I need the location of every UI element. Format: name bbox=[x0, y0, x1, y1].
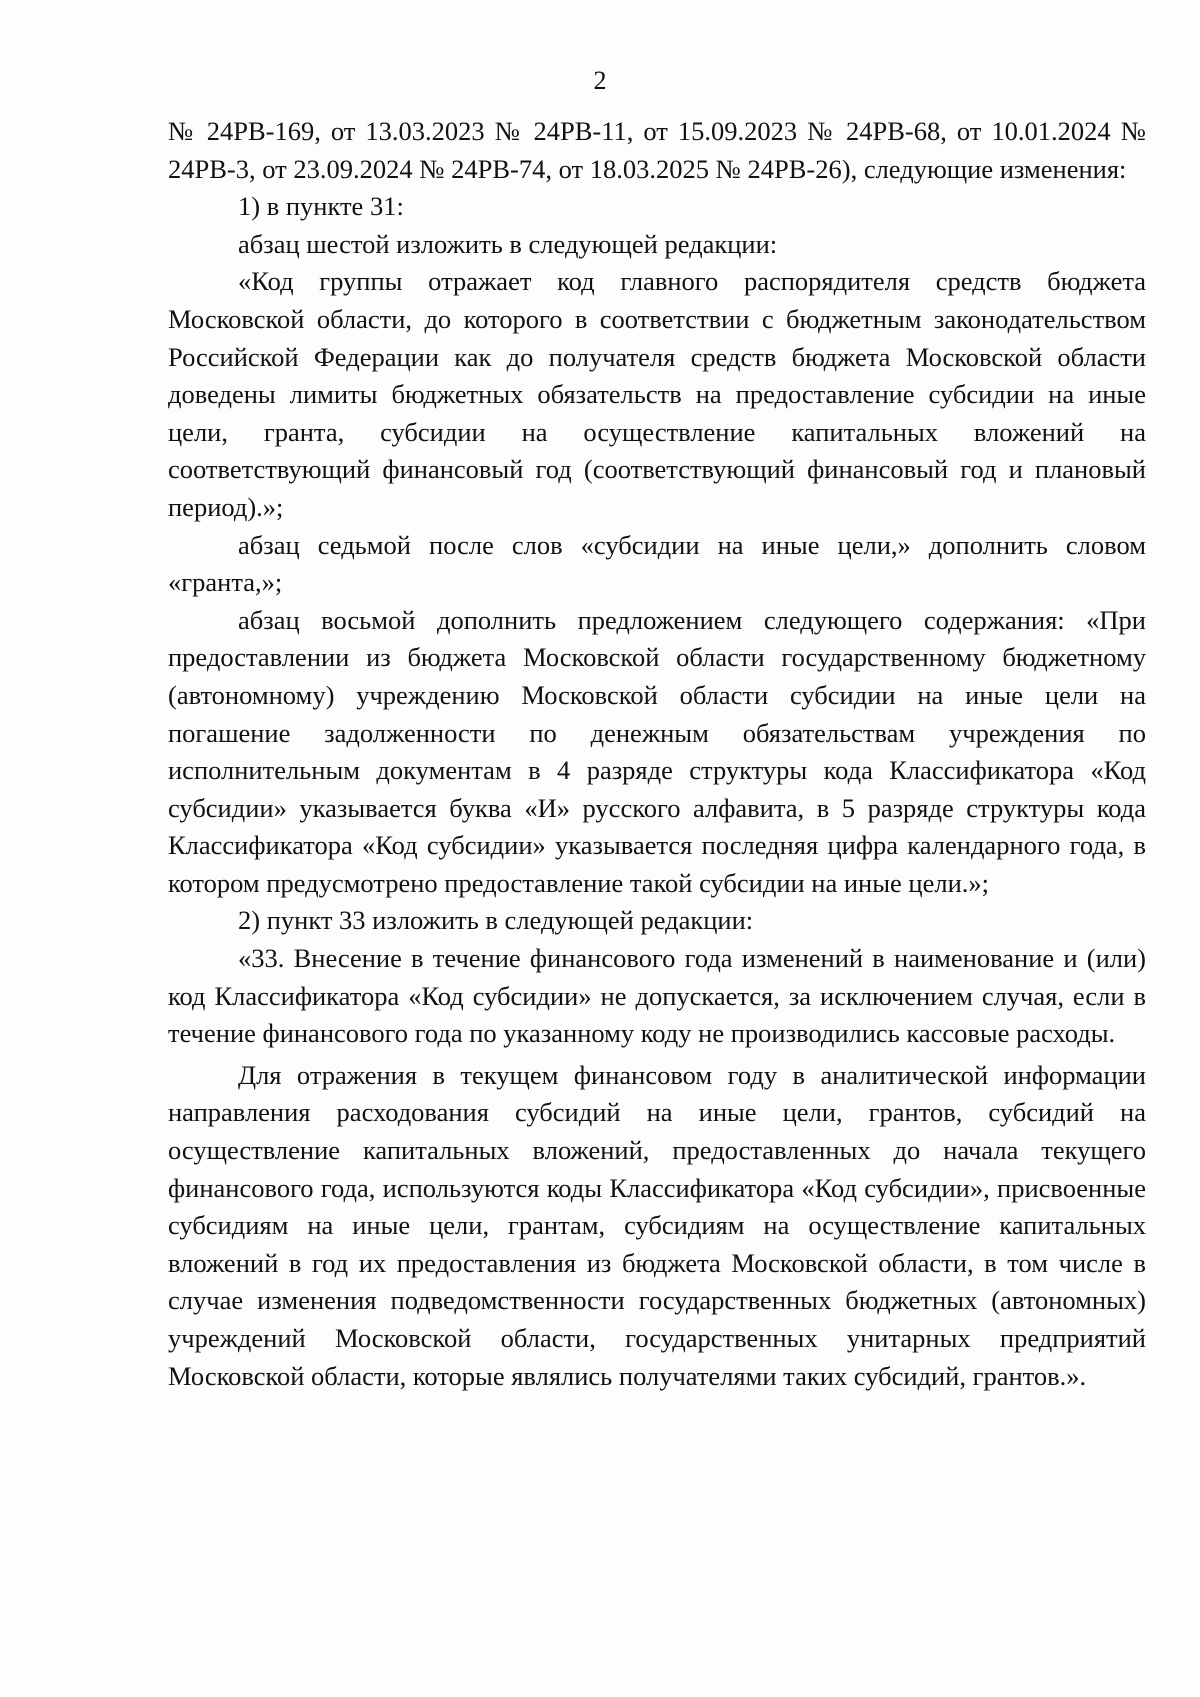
page-number: 2 bbox=[593, 66, 607, 95]
paragraph-continuation: № 24РВ-169, от 13.03.2023 № 24РВ-11, от 15.09.2023 № 24РВ-68, от 10.01.2024 № 24РВ-3, от 23.09.2024 № 24РВ-74, от 18.03.2025 № 24РВ-26), следующие изменения: bbox=[168, 116, 1146, 184]
paragraph-quote-code-group: «Код группы отражает код главного распорядителя средств бюджета Московской области, до которого в соответствии с бюджетным законодательством Российской Федерации как до получателя средств бюджета Московской области доведены лимиты бюджетных обязательств на предоставление субсидии на иные цели, гранта, субсидии на осуществление капитальных вложений на соответствующий финансовый год (соответствующий финансовый год и плановый период).»; bbox=[168, 266, 1146, 522]
paragraph-analytics: Для отражения в текущем финансовом году в аналитической информации направления расходования субсидий на иные цели, грантов, субсидий на осуществление капитальных вложений, предоставленных до начала текущего финансового года, используются коды Классификатора «Код субсидии», присвоенные субсидиям на иные цели, грантам, субсидиям на осуществление капитальных вложений в год их предоставления из бюджета Московской области, в том числе в случае изменения подведомственности государственных бюджетных (автономных) учреждений Московской области, государственных унитарных предприятий Московской области, которые являлись получателями таких субсидий, грантов.». bbox=[168, 1059, 1146, 1391]
paragraph-abzac-8: абзац восьмой дополнить предложением следующего содержания: «При предоставлении из бюджета Московской области государственному бюджетному (автономному) учреждению Московской области субсидии на иные цели на погашение задолженности по денежным обязательствам учреждения по исполнительным документам в 4 разряде структуры кода Классификатора «Код субсидии» указывается буква «И» русского алфавита, в 5 разряде структуры кода Классификатора «Код субсидии» указывается последняя цифра календарного года, в котором предусмотрено предоставление такой субсидии на иные цели.»; bbox=[168, 604, 1146, 898]
paragraph-item-1: 1) в пункте 31: bbox=[238, 191, 404, 222]
paragraph-abzac-7: абзац седьмой после слов «субсидии на иные цели,» дополнить словом «гранта,»; bbox=[168, 529, 1146, 598]
paragraph-quote-33: «33. Внесение в течение финансового года изменений в наименование и (или) код Классификатора «Код субсидии» не допускается, за исключением случая, если в течение финансового года по указанному коду не производились кассовые расходы. bbox=[168, 943, 1146, 1049]
paragraph-item-2: 2) пункт 33 изложить в следующей редакции: bbox=[238, 905, 754, 936]
document-body bbox=[168, 113, 1146, 1395]
paragraph-abzac-6: абзац шестой изложить в следующей редакции: bbox=[238, 228, 778, 259]
